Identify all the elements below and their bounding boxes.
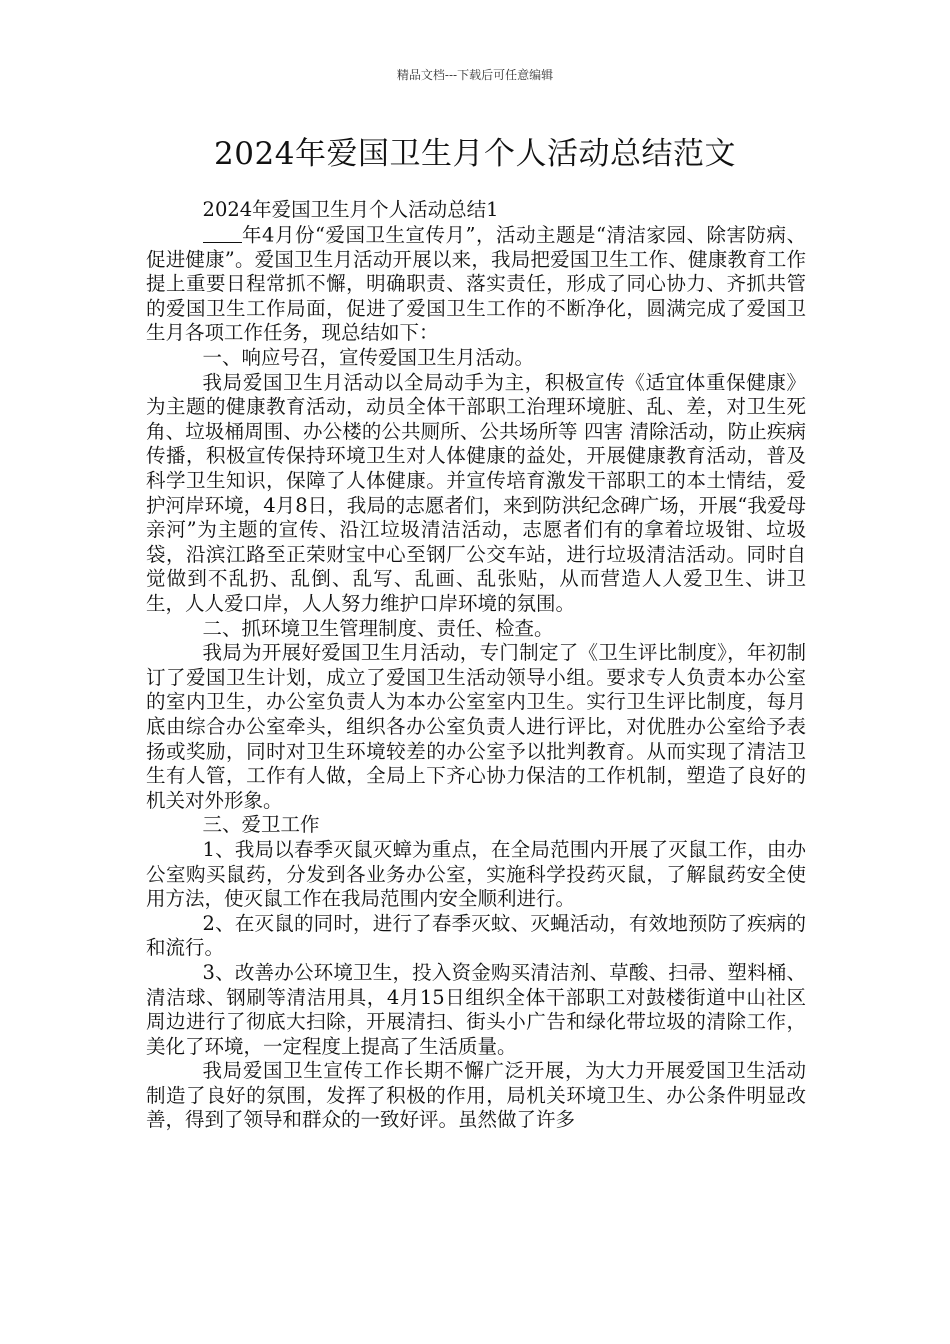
section-1-paragraph: 我局爱国卫生月活动以全局动手为主，积极宣传《适宜体重保健康》为主题的健康教育活动，动员全体干部职工治理环境脏、乱、差，对卫生死角、垃圾桶周围、办公楼的公共厕所、公共场所等 四害 清除活动，防止疾病传播，积极宣传保持环境卫生对人体健康的益处，开展健康教育活动，普及科学卫生知识，保障了人体健康。并宣传培育激发干部职工的本土情结，爱护河岸环境，4月8日，我局的志愿者们，来到防洪纪念碑广场，开展“我爱母亲河”为主题的宣传、沿江垃圾清洁活动，志愿者们有的拿着垃圾钳、垃圾袋，沿滨江路至正荣财宝中心至钢厂公交车站，进行垃圾清洁活动。同时自觉做到不乱扔、乱倒、乱写、乱画、乱张贴，从而营造人人爱卫生、讲卫生，人人爱口岸，人人努力维护口岸环境的氛围。 (146, 370, 806, 615)
document-subtitle: 2024年爱国卫生月个人活动总结1 (202, 198, 499, 221)
section-1-heading: 一、响应号召，宣传爱国卫生月活动。 (202, 346, 535, 370)
blank-year-underline (203, 223, 242, 244)
document-body (146, 198, 806, 1133)
intro-paragraph (146, 223, 806, 346)
section-3-item-3: 3、改善办公环境卫生，投入资金购买清洁剂、草酸、扫帚、塑料桶、清洁球、钢刷等清洁用具，4月15日组织全体干部职工对鼓楼街道中山社区周边进行了彻底大扫除，开展清扫、街头小广告和绿化带垃圾的清除工作，美化了环境，一定程度上提高了生活质量。 (146, 960, 806, 1058)
section-3-item-1: 1、我局以春季灭鼠灭蟑为重点，在全局范围内开展了灭鼠工作，由办公室购买鼠药，分发到各业务办公室，实施科学投药灭鼠，了解鼠药安全使用方法，使灭鼠工作在我局范围内安全顺利进行。 (146, 837, 806, 911)
document-title: 2024年爱国卫生月个人活动总结范文 (214, 136, 736, 172)
intro-text: 年4月份“爱国卫生宣传月”，活动主题是“清洁家园、除害防病、促进健康”。爱国卫生月活动开展以来，我局把爱国卫生工作、健康教育工作提上重要日程常抓不懈，明确职责、落实责任，形成了同心协力、齐抓共管的爱国卫生工作局面，促进了爱国卫生工作的不断净化，圆满完成了爱国卫生月各项工作任务，现总结如下： (146, 223, 806, 345)
section-3-heading: 三、爱卫工作 (202, 813, 320, 837)
closing-paragraph: 我局爱国卫生宣传工作长期不懈广泛开展，为大力开展爱国卫生活动制造了良好的氛围，发挥了积极的作用，局机关环境卫生、办公条件明显改善，得到了领导和群众的一致好评。虽然做了许多 (146, 1059, 806, 1132)
header-note: 精品文档---下载后可任意编辑 (396, 68, 554, 82)
section-2-paragraph: 我局为开展好爱国卫生月活动，专门制定了《卫生评比制度》，年初制订了爱国卫生计划，成立了爱国卫生活动领导小组。要求专人负责本办公室的室内卫生，办公室负责人为本办公室室内卫生。实行卫生评比制度，每月底由综合办公室牵头，组织各办公室负责人进行评比，对优胜办公室给予表扬或奖励，同时对卫生环境较差的办公室予以批判教育。从而实现了清洁卫生有人管，工作有人做，全局上下齐心协力保洁的工作机制，塑造了良好的机关对外形象。 (146, 641, 806, 812)
section-2-heading: 二、抓环境卫生管理制度、责任、检查。 (202, 616, 554, 640)
section-3-item-2: 2、在灭鼠的同时，进行了春季灭蚊、灭蝇活动，有效地预防了疾病的和流行。 (146, 911, 806, 960)
